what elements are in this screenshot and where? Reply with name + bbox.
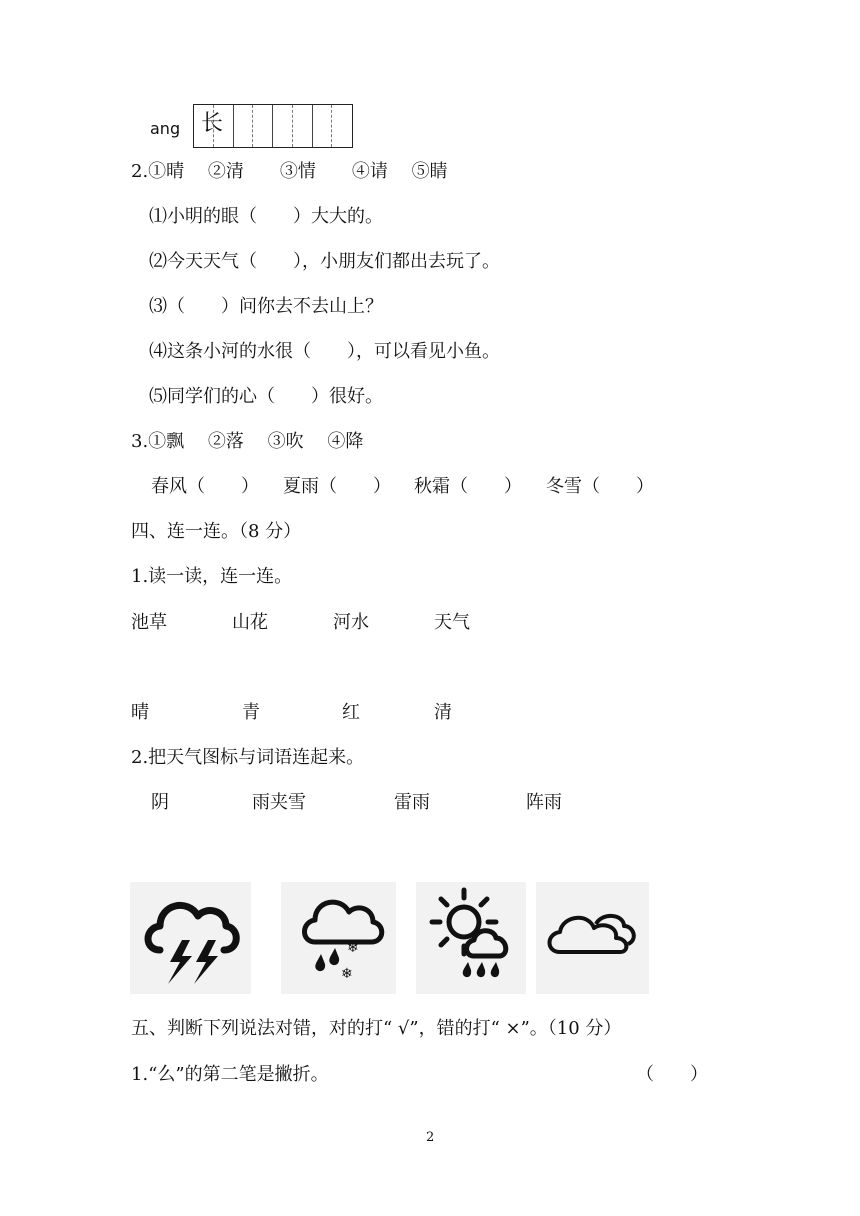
svg-text:❄: ❄	[341, 966, 353, 982]
svg-text:❄: ❄	[347, 940, 359, 956]
sun-rain-icon	[416, 882, 526, 994]
q2-item-4: ⑷这条小河的水很（ ），可以看见小鱼。	[149, 341, 500, 362]
q2-item-2: ⑵今天天气（ ），小朋友们都出去玩了。	[149, 251, 500, 272]
match-top-word-3: 河水	[333, 612, 369, 633]
q2-options: 2.①晴 ②清 ③情 ④请 ⑤睛	[131, 161, 448, 182]
page-number: 2	[426, 1130, 435, 1145]
q2-item-5: ⑸同学们的心（ ）很好。	[149, 386, 383, 407]
weather-word-1: 阴	[151, 792, 169, 813]
section4-q1-title: 1.读一读，连一连。	[131, 566, 293, 587]
match-bottom-word-2: 青	[242, 702, 260, 723]
match-top-word-1: 池草	[131, 612, 167, 633]
weather-word-3: 雷雨	[394, 792, 430, 813]
section5-q1-text: 1.“么”的第二笔是撇折。	[131, 1064, 329, 1085]
cloudy-icon	[536, 882, 649, 994]
match-bottom-word-3: 红	[342, 702, 360, 723]
rain-snow-icon	[281, 882, 396, 994]
sample-character: 长	[201, 111, 224, 136]
weather-word-2: 雨夹雪	[252, 792, 306, 813]
match-bottom-word-4: 清	[434, 702, 452, 723]
thunderstorm-icon	[130, 882, 251, 994]
match-bottom-word-1: 晴	[131, 702, 149, 723]
section4-title: 四、连一连。（8 分）	[131, 521, 302, 542]
q3-blank-2: 夏雨（ ）	[283, 476, 391, 497]
match-top-word-4: 天气	[434, 612, 470, 633]
section5-q1-answer-paren: （ ）	[636, 1064, 708, 1085]
match-top-word-2: 山花	[232, 612, 268, 633]
q2-item-3: ⑶（ ）问你去不去山上？	[149, 296, 383, 317]
q3-blank-4: 冬雪（ ）	[546, 476, 654, 497]
pinyin-label: ang	[150, 119, 181, 138]
weather-word-4: 阵雨	[526, 792, 562, 813]
section4-q2-title: 2.把天气图标与词语连起来。	[131, 747, 365, 768]
q2-item-1: ⑴小明的眼（ ）大大的。	[149, 206, 383, 227]
q3-blank-3: 秋霜（ ）	[414, 476, 522, 497]
section5-title: 五、判断下列说法对错，对的打“ √”，错的打“ ×”。（10 分）	[131, 1018, 622, 1039]
q3-options: 3.①飘 ②落 ③吹 ④降	[131, 431, 364, 452]
q3-blank-1: 春风（ ）	[151, 476, 259, 497]
